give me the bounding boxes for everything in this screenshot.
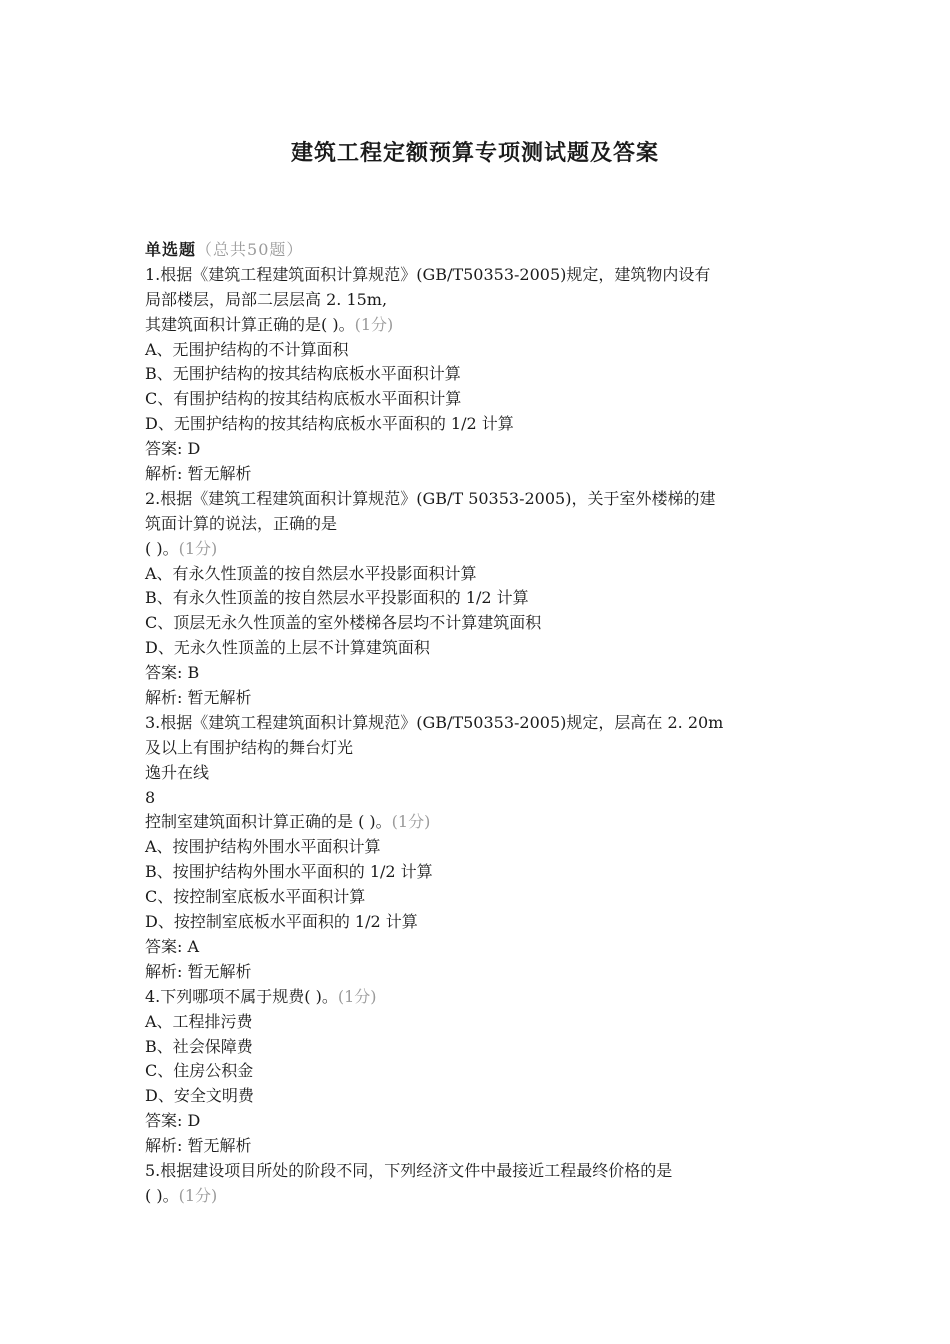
- q5-prompt-line: [145, 1184, 825, 1209]
- q5-text-line-1: 5.根据建设项目所处的阶段不同，下列经济文件中最接近工程最终价格的是: [145, 1160, 673, 1180]
- q2-option-c: C、顶层无永久性顶盖的室外楼梯各层均不计算建筑面积: [145, 613, 542, 633]
- q3-option-c: C、按控制室底板水平面积计算: [145, 887, 366, 907]
- q1-analysis: 解析: 暂无解析: [145, 464, 252, 484]
- q3-score: (1分): [391, 812, 431, 832]
- q1-option-a: A、无围护结构的不计算面积: [145, 339, 349, 359]
- q3-option-b: B、按围护结构外围水平面积的 1/2 计算: [145, 862, 433, 882]
- q1-score: (1分): [354, 314, 394, 334]
- q4-option-d: D、安全文明费: [145, 1086, 254, 1106]
- q2-answer: 答案: B: [145, 663, 200, 683]
- q1-answer: 答案: D: [145, 439, 201, 459]
- q3-option-d: D、按控制室底板水平面积的 1/2 计算: [145, 912, 418, 932]
- document-body: [145, 238, 825, 1209]
- q5-score: (1分): [178, 1185, 218, 1205]
- section-name: 单选题: [145, 240, 197, 259]
- q4-analysis: 解析: 暂无解析: [145, 1136, 252, 1156]
- q3-prompt-line: [145, 810, 825, 835]
- q2-option-a: A、有永久性顶盖的按自然层水平投影面积计算: [145, 563, 477, 583]
- q1-text-line-2: 局部楼层，局部二层层高 2. 15m,: [145, 289, 388, 309]
- q1-option-b: B、无围护结构的按其结构底板水平面积计算: [145, 364, 461, 384]
- q3-text-line-1: 3.根据《建筑工程建筑面积计算规范》(GB/T50353-2005)规定，层高在 2. 20m: [145, 712, 724, 732]
- q2-option-d: D、无永久性顶盖的上层不计算建筑面积: [145, 638, 430, 658]
- q4-option-b: B、社会保障费: [145, 1036, 253, 1056]
- q4-option-c: C、住房公积金: [145, 1061, 254, 1081]
- q1-prompt-line: [145, 313, 825, 338]
- document-title: 建筑工程定额预算专项测试题及答案: [290, 140, 659, 166]
- q2-text-line-1: 2.根据《建筑工程建筑面积计算规范》(GB/T 50353-2005)，关于室外楼梯的建: [145, 488, 716, 508]
- q3-prompt: 控制室建筑面积计算正确的是 ( )。: [145, 812, 392, 832]
- section-meta: （总共50题）: [196, 240, 304, 259]
- q5-prompt: ( )。: [145, 1185, 179, 1205]
- q4-option-a: A、工程排污费: [145, 1011, 253, 1031]
- q3-analysis: 解析: 暂无解析: [145, 961, 252, 981]
- q3-answer: 答案: A: [145, 936, 200, 956]
- q3-text-line-3: 逸升在线: [145, 762, 210, 782]
- q2-score: (1分): [178, 538, 218, 558]
- q4-score: (1分): [337, 986, 377, 1006]
- q1-prompt: 其建筑面积计算正确的是( )。: [145, 314, 355, 334]
- q2-prompt-line: [145, 537, 825, 562]
- q3-text-line-4: 8: [145, 787, 156, 807]
- section-heading: [145, 238, 825, 263]
- q1-option-d: D、无围护结构的按其结构底板水平面积的 1/2 计算: [145, 414, 514, 434]
- q4-answer: 答案: D: [145, 1111, 201, 1131]
- q3-option-a: A、按围护结构外围水平面积计算: [145, 837, 381, 857]
- q2-prompt: ( )。: [145, 538, 179, 558]
- q2-text-line-2: 筑面计算的说法，正确的是: [145, 513, 338, 533]
- q4-prompt-line: [145, 985, 825, 1010]
- q2-analysis: 解析: 暂无解析: [145, 688, 252, 708]
- q4-prompt: 4.下列哪项不属于规费( )。: [145, 986, 338, 1006]
- q1-text-line-1: 1.根据《建筑工程建筑面积计算规范》(GB/T50353-2005)规定，建筑物内设有: [145, 264, 711, 284]
- q2-option-b: B、有永久性顶盖的按自然层水平投影面积的 1/2 计算: [145, 588, 529, 608]
- q3-text-line-2: 及以上有围护结构的舞台灯光: [145, 737, 354, 757]
- q1-option-c: C、有围护结构的按其结构底板水平面积计算: [145, 389, 462, 409]
